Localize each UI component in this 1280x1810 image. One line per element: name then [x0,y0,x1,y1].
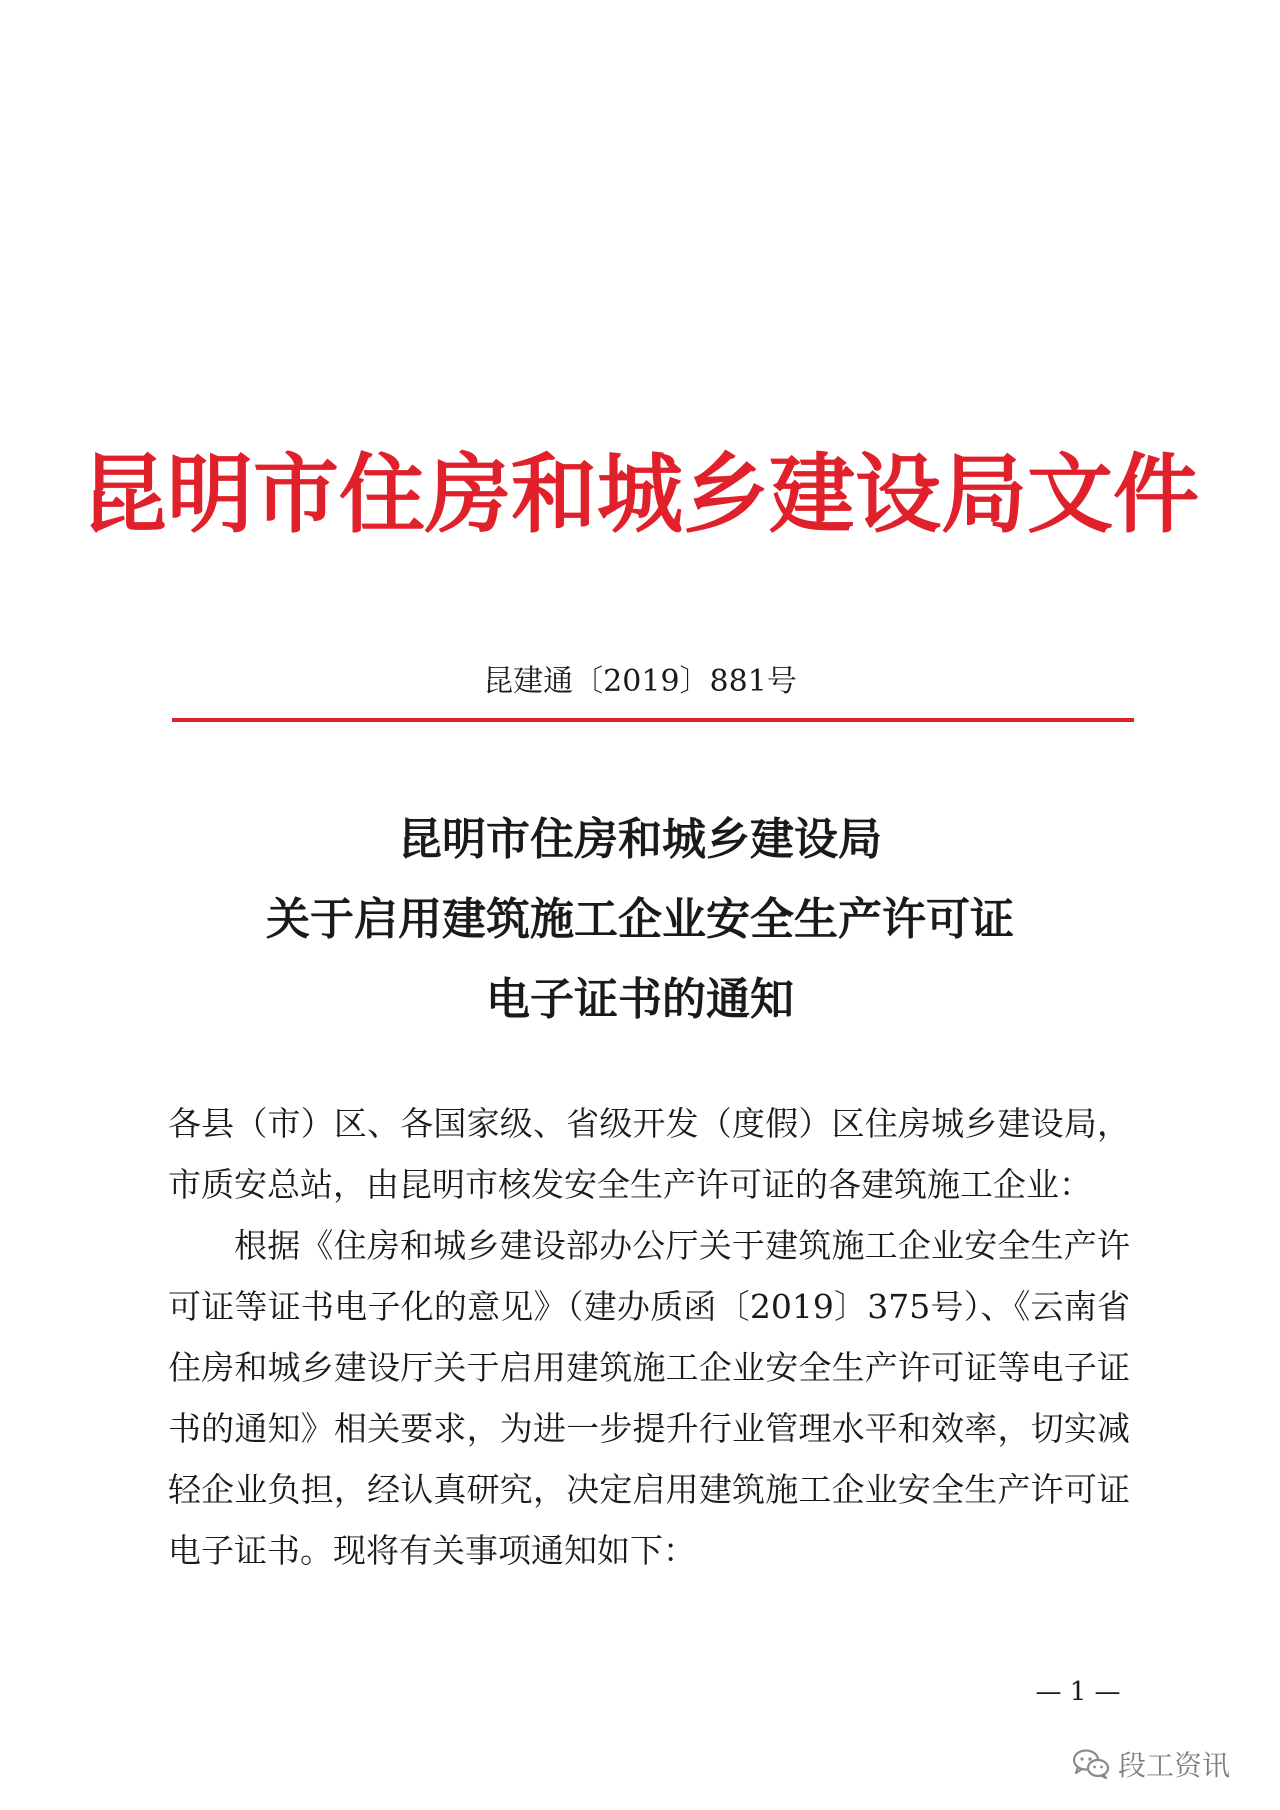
body-paragraph: 根据《住房和城乡建设部办公厅关于建筑施工企业安全生产许可证等证书电子化的意见》（建办质函〔2019〕375号）、《云南省住房和城乡建设厅关于启用建筑施工企业安全生产许可证等电子证书的通知》相关要求，为进一步提升行业管理水平和效率，切实减轻企业负担，经认真研究，决定启用建筑施工企业安全生产许可证电子证书。现将有关事项通知如下： [168,1226,1130,1570]
wechat-icon [1072,1748,1110,1780]
document-number: 昆建通〔2019〕881号 [483,664,797,699]
document-body [168,1093,1130,1581]
watermark-text: 段工资讯 [1118,1749,1231,1782]
title-line-2: 关于启用建筑施工企业安全生产许可证 [266,894,1014,945]
title-line-1: 昆明市住房和城乡建设局 [398,814,882,865]
title-line-3: 电子证书的通知 [486,974,794,1025]
issuer-header: 昆明市住房和城乡建设局文件 [81,444,1199,545]
addressee-paragraph: 各县（市）区、各国家级、省级开发（度假）区住房城乡建设局，市质安总站，由昆明市核发安全生产许可证的各建筑施工企业： [168,1104,1130,1204]
red-divider-line [172,718,1134,722]
page-number: — 1 — [1035,1677,1121,1707]
document-title [0,800,1280,1040]
watermark [1072,1742,1272,1786]
